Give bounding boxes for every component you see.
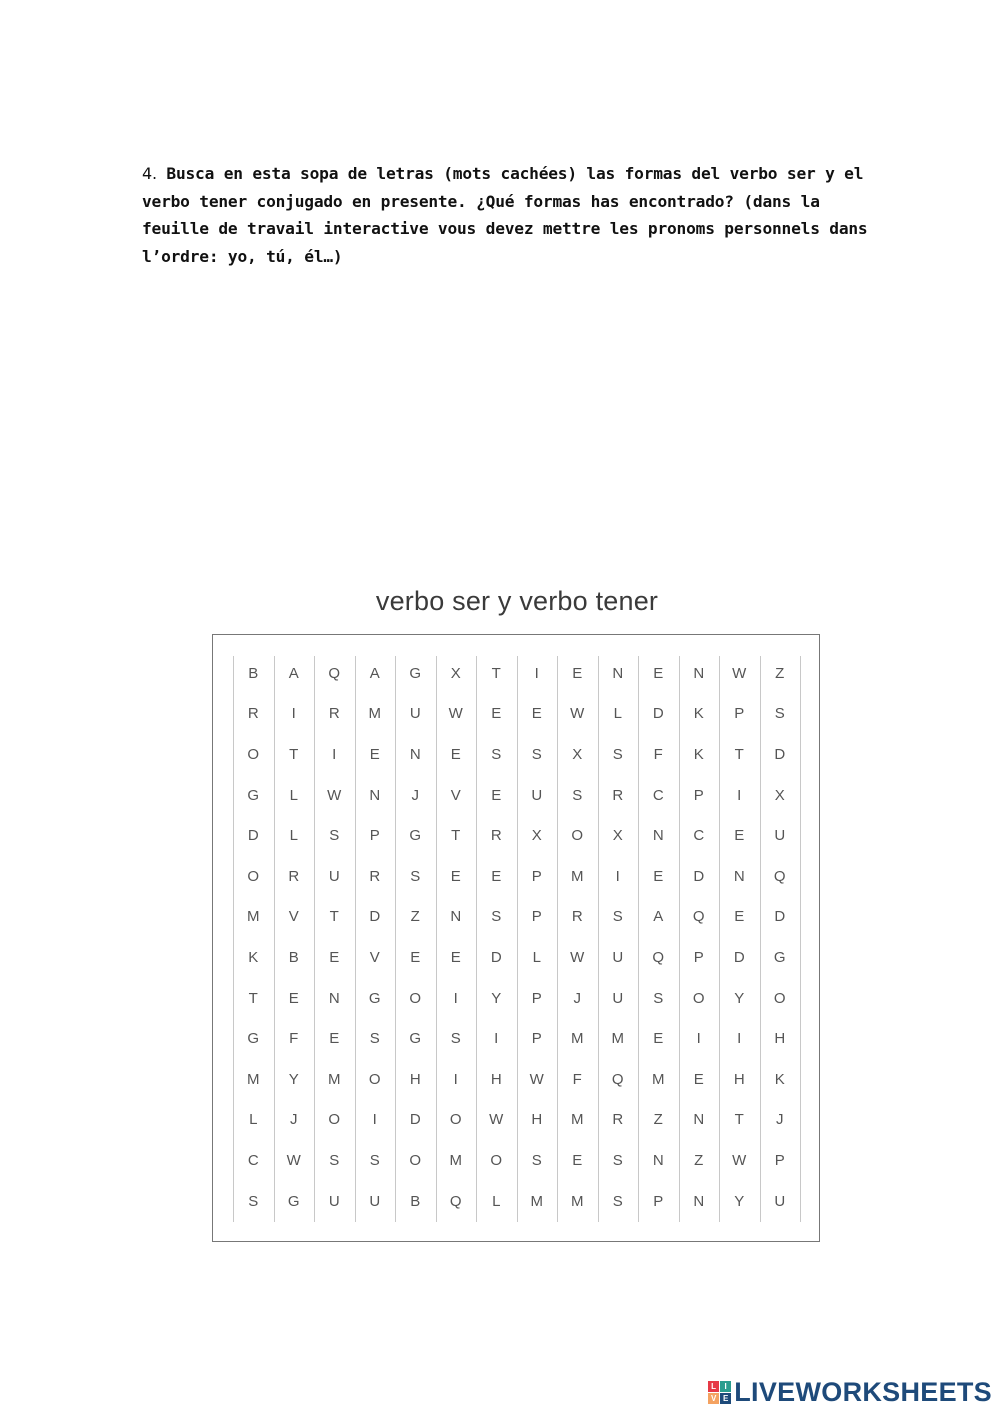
grid-letter[interactable]: D <box>409 1111 421 1129</box>
grid-letter[interactable]: E <box>734 827 745 845</box>
grid-letter[interactable]: P <box>653 1192 664 1210</box>
grid-letter[interactable]: U <box>369 1192 381 1210</box>
grid-letter[interactable]: E <box>491 705 502 723</box>
grid-letter[interactable]: S <box>329 1151 340 1169</box>
grid-letter[interactable]: K <box>693 705 704 723</box>
grid-letter[interactable]: P <box>693 786 704 804</box>
logo-mark-square: I <box>720 1381 731 1392</box>
grid-letter[interactable]: O <box>692 989 705 1007</box>
grid-letter[interactable]: F <box>572 1070 582 1088</box>
grid-letter[interactable]: S <box>774 705 785 723</box>
grid-letter[interactable]: E <box>653 664 664 682</box>
grid-letter[interactable]: I <box>737 1030 742 1048</box>
grid-letter[interactable]: E <box>369 745 380 763</box>
grid-letter[interactable]: M <box>611 1030 624 1048</box>
grid-letter[interactable]: P <box>734 705 745 723</box>
grid-letter[interactable]: I <box>696 1030 701 1048</box>
grid-letter[interactable]: D <box>652 705 664 723</box>
column-divider <box>800 656 801 1222</box>
grid-letter[interactable]: E <box>329 1030 340 1048</box>
grid-letter[interactable]: R <box>328 705 340 723</box>
grid-letter[interactable]: E <box>531 705 542 723</box>
grid-letter[interactable]: U <box>774 827 786 845</box>
grid-letter[interactable]: W <box>529 1070 544 1088</box>
grid-letter[interactable]: M <box>247 908 260 926</box>
grid-letter[interactable]: X <box>531 827 542 845</box>
grid-letter[interactable]: P <box>531 989 542 1007</box>
grid-letter[interactable]: Y <box>734 989 745 1007</box>
grid-letter[interactable]: S <box>531 1151 542 1169</box>
grid-letter[interactable]: S <box>248 1192 259 1210</box>
grid-letter[interactable]: X <box>450 664 461 682</box>
grid-letter[interactable]: R <box>288 867 300 885</box>
grid-letter[interactable]: N <box>450 908 462 926</box>
grid-letter[interactable]: M <box>571 1192 584 1210</box>
liveworksheets-logo <box>708 1377 992 1408</box>
grid-letter[interactable]: D <box>774 745 786 763</box>
grid-letter[interactable]: E <box>572 664 583 682</box>
grid-letter[interactable]: Z <box>694 1151 704 1169</box>
grid-letter[interactable]: M <box>571 867 584 885</box>
grid-letter[interactable]: O <box>773 989 786 1007</box>
grid-letter[interactable]: N <box>369 786 381 804</box>
grid-letter[interactable]: I <box>291 705 296 723</box>
grid-letter[interactable]: N <box>652 827 664 845</box>
grid-letter[interactable]: N <box>693 1111 705 1129</box>
grid-letter[interactable]: M <box>449 1151 462 1169</box>
grid-letter[interactable]: P <box>369 827 380 845</box>
grid-letter[interactable]: T <box>329 908 339 926</box>
exercise-text: Busca en esta sopa de letras (mots cachées) las formas del verbo ser y el verbo tener conjugado en presente. ¿Qué formas has encontrado? (dans la feuille de travail interactive vous devez mettre les pronoms personnels dans l’ordre: yo, tú, él…) <box>142 164 868 266</box>
grid-letter[interactable]: S <box>450 1030 461 1048</box>
grid-letter[interactable]: A <box>653 908 664 926</box>
grid-letter[interactable]: M <box>530 1192 543 1210</box>
grid-letter[interactable]: A <box>288 664 299 682</box>
grid-letter[interactable]: R <box>490 827 502 845</box>
grid-letter[interactable]: Q <box>611 1070 624 1088</box>
grid-letter[interactable]: O <box>490 1151 503 1169</box>
grid-letter[interactable]: B <box>410 1192 421 1210</box>
grid-letter[interactable]: J <box>411 786 419 804</box>
grid-letter[interactable]: S <box>653 989 664 1007</box>
grid-letter[interactable]: N <box>693 1192 705 1210</box>
grid-letter[interactable]: D <box>693 867 705 885</box>
grid-letter[interactable]: R <box>612 786 624 804</box>
grid-letter[interactable]: K <box>693 745 704 763</box>
grid-letter[interactable]: E <box>450 948 461 966</box>
grid-letter[interactable]: T <box>248 989 258 1007</box>
grid-letter[interactable]: L <box>249 1111 258 1129</box>
grid-letter[interactable]: V <box>288 908 299 926</box>
grid-letter[interactable]: D <box>369 908 381 926</box>
grid-letter[interactable]: M <box>247 1070 260 1088</box>
grid-letter[interactable]: N <box>328 989 340 1007</box>
grid-letter[interactable]: W <box>286 1151 301 1169</box>
grid-letter[interactable]: Q <box>328 664 341 682</box>
grid-letter[interactable]: P <box>531 1030 542 1048</box>
grid-letter[interactable]: S <box>329 827 340 845</box>
exercise-number: 4. <box>142 164 157 183</box>
grid-letter[interactable]: E <box>693 1070 704 1088</box>
grid-letter[interactable]: W <box>489 1111 504 1129</box>
grid-letter[interactable]: S <box>572 786 583 804</box>
grid-letter[interactable]: B <box>288 948 299 966</box>
grid-letter[interactable]: D <box>733 948 745 966</box>
grid-letter[interactable]: C <box>247 1151 259 1169</box>
grid-letter[interactable]: Q <box>773 867 786 885</box>
grid-letter[interactable]: I <box>737 786 742 804</box>
grid-letter[interactable]: I <box>332 745 337 763</box>
grid-letter[interactable]: T <box>451 827 461 845</box>
grid-letter[interactable]: N <box>652 1151 664 1169</box>
grid-letter[interactable]: G <box>247 1030 260 1048</box>
grid-letter[interactable]: C <box>693 827 705 845</box>
grid-letter[interactable]: L <box>492 1192 501 1210</box>
grid-letter[interactable]: S <box>612 1192 623 1210</box>
grid-letter[interactable]: E <box>329 948 340 966</box>
grid-letter[interactable]: I <box>494 1030 499 1048</box>
grid-letter[interactable]: U <box>612 989 624 1007</box>
grid-letter[interactable]: P <box>693 948 704 966</box>
grid-letter[interactable]: G <box>368 989 381 1007</box>
grid-letter[interactable]: F <box>289 1030 299 1048</box>
exercise-instruction <box>142 160 890 270</box>
grid-letter[interactable]: E <box>734 908 745 926</box>
grid-letter[interactable]: I <box>453 1070 458 1088</box>
grid-letter[interactable]: R <box>247 705 259 723</box>
grid-letter[interactable]: U <box>409 705 421 723</box>
grid-letter[interactable]: I <box>372 1111 377 1129</box>
grid-letter[interactable]: E <box>653 867 664 885</box>
grid-letter[interactable]: M <box>571 1111 584 1129</box>
grid-letter[interactable]: H <box>531 1111 543 1129</box>
grid-letter[interactable]: U <box>328 1192 340 1210</box>
grid-letter[interactable]: U <box>328 867 340 885</box>
grid-letter[interactable]: L <box>289 786 298 804</box>
grid-letter[interactable]: J <box>573 989 581 1007</box>
grid-letter[interactable]: S <box>491 908 502 926</box>
logo-mark-square: V <box>708 1393 719 1404</box>
grid-letter[interactable]: T <box>734 745 744 763</box>
grid-letter[interactable]: A <box>369 664 380 682</box>
grid-letter[interactable]: W <box>570 948 585 966</box>
grid-letter[interactable]: G <box>773 948 786 966</box>
grid-letter[interactable]: W <box>732 664 747 682</box>
grid-letter[interactable]: X <box>572 745 583 763</box>
logo-mark-square: L <box>708 1381 719 1392</box>
grid-letter[interactable]: S <box>369 1151 380 1169</box>
grid-letter[interactable]: E <box>572 1151 583 1169</box>
grid-letter[interactable]: P <box>774 1151 785 1169</box>
grid-letter[interactable]: H <box>409 1070 421 1088</box>
grid-letter[interactable]: E <box>491 786 502 804</box>
grid-letter[interactable]: E <box>410 948 421 966</box>
grid-letter[interactable]: Q <box>449 1192 462 1210</box>
grid-letter[interactable]: E <box>450 867 461 885</box>
grid-letter[interactable]: W <box>570 705 585 723</box>
grid-letter[interactable]: S <box>410 867 421 885</box>
grid-letter[interactable]: O <box>409 989 422 1007</box>
grid-letter[interactable]: W <box>327 786 342 804</box>
grid-letter[interactable]: V <box>369 948 380 966</box>
logo-mark-square: E <box>720 1393 731 1404</box>
grid-letter[interactable]: G <box>409 1030 422 1048</box>
grid-letter[interactable]: G <box>409 827 422 845</box>
grid-letter[interactable]: O <box>328 1111 341 1129</box>
grid-letter[interactable]: G <box>247 786 260 804</box>
grid-letter[interactable]: L <box>289 827 298 845</box>
puzzle-title: verbo ser y verbo tener <box>375 586 659 616</box>
grid-letter[interactable]: Y <box>288 1070 299 1088</box>
grid-letter[interactable]: U <box>531 786 543 804</box>
grid-letter[interactable]: T <box>491 664 501 682</box>
grid-letter[interactable]: Z <box>410 908 420 926</box>
grid-letter[interactable]: S <box>491 745 502 763</box>
grid-letter[interactable]: N <box>409 745 421 763</box>
grid-letter[interactable]: M <box>368 705 381 723</box>
grid-letter[interactable]: D <box>774 908 786 926</box>
grid-letter[interactable]: N <box>612 664 624 682</box>
grid-letter[interactable]: O <box>409 1151 422 1169</box>
grid-letter[interactable]: Q <box>692 908 705 926</box>
grid-letter[interactable]: S <box>612 1151 623 1169</box>
grid-letter[interactable]: E <box>653 1030 664 1048</box>
grid-letter[interactable]: W <box>448 705 463 723</box>
grid-letter[interactable]: D <box>490 948 502 966</box>
grid-letter[interactable]: O <box>247 867 260 885</box>
grid-letter[interactable]: Y <box>491 989 502 1007</box>
grid-letter[interactable]: P <box>531 867 542 885</box>
grid-letter[interactable]: W <box>732 1151 747 1169</box>
grid-letter[interactable]: G <box>287 1192 300 1210</box>
grid-letter[interactable]: E <box>450 745 461 763</box>
grid-letter[interactable]: Z <box>775 664 785 682</box>
grid-letter[interactable]: R <box>612 1111 624 1129</box>
grid-letter[interactable]: I <box>534 664 539 682</box>
grid-letter[interactable]: S <box>612 745 623 763</box>
grid-letter[interactable]: R <box>369 867 381 885</box>
grid-letter[interactable]: H <box>774 1030 786 1048</box>
grid-letter[interactable]: E <box>288 989 299 1007</box>
grid-letter[interactable]: K <box>774 1070 785 1088</box>
grid-letter[interactable]: H <box>490 1070 502 1088</box>
grid-letter[interactable]: O <box>571 827 584 845</box>
grid-letter[interactable]: V <box>450 786 461 804</box>
grid-letter[interactable]: O <box>449 1111 462 1129</box>
grid-letter[interactable]: I <box>453 989 458 1007</box>
word-search-grid[interactable] <box>233 653 800 1221</box>
grid-letter[interactable]: R <box>571 908 583 926</box>
grid-letter[interactable]: S <box>369 1030 380 1048</box>
grid-letter[interactable]: G <box>409 664 422 682</box>
grid-letter[interactable]: M <box>328 1070 341 1088</box>
grid-letter[interactable]: F <box>653 745 663 763</box>
grid-letter[interactable]: X <box>612 827 623 845</box>
grid-letter[interactable]: N <box>733 867 745 885</box>
grid-letter[interactable]: I <box>615 867 620 885</box>
grid-letter[interactable]: U <box>774 1192 786 1210</box>
grid-letter[interactable]: J <box>776 1111 784 1129</box>
grid-letter[interactable]: C <box>652 786 664 804</box>
grid-letter[interactable]: O <box>368 1070 381 1088</box>
grid-letter[interactable]: Z <box>653 1111 663 1129</box>
grid-letter[interactable]: S <box>531 745 542 763</box>
grid-letter[interactable]: S <box>612 908 623 926</box>
liveworksheets-logo-icon <box>708 1381 731 1404</box>
logo-text: LIVEWORKSHEETS <box>734 1377 992 1407</box>
grid-letter[interactable]: Q <box>652 948 665 966</box>
grid-letter[interactable]: J <box>290 1111 298 1129</box>
grid-letter[interactable]: M <box>571 1030 584 1048</box>
grid-letter[interactable]: B <box>248 664 259 682</box>
grid-letter[interactable]: M <box>652 1070 665 1088</box>
grid-letter[interactable]: T <box>734 1111 744 1129</box>
grid-letter[interactable]: L <box>532 948 541 966</box>
grid-letter[interactable]: X <box>774 786 785 804</box>
grid-letter[interactable]: K <box>248 948 259 966</box>
grid-letter[interactable]: E <box>491 867 502 885</box>
grid-letter[interactable]: O <box>247 745 260 763</box>
grid-letter[interactable]: T <box>289 745 299 763</box>
grid-letter[interactable]: L <box>613 705 622 723</box>
grid-letter[interactable]: U <box>612 948 624 966</box>
grid-letter[interactable]: P <box>531 908 542 926</box>
grid-letter[interactable]: Y <box>734 1192 745 1210</box>
grid-letter[interactable]: D <box>247 827 259 845</box>
grid-letter[interactable]: H <box>733 1070 745 1088</box>
grid-letter[interactable]: N <box>693 664 705 682</box>
